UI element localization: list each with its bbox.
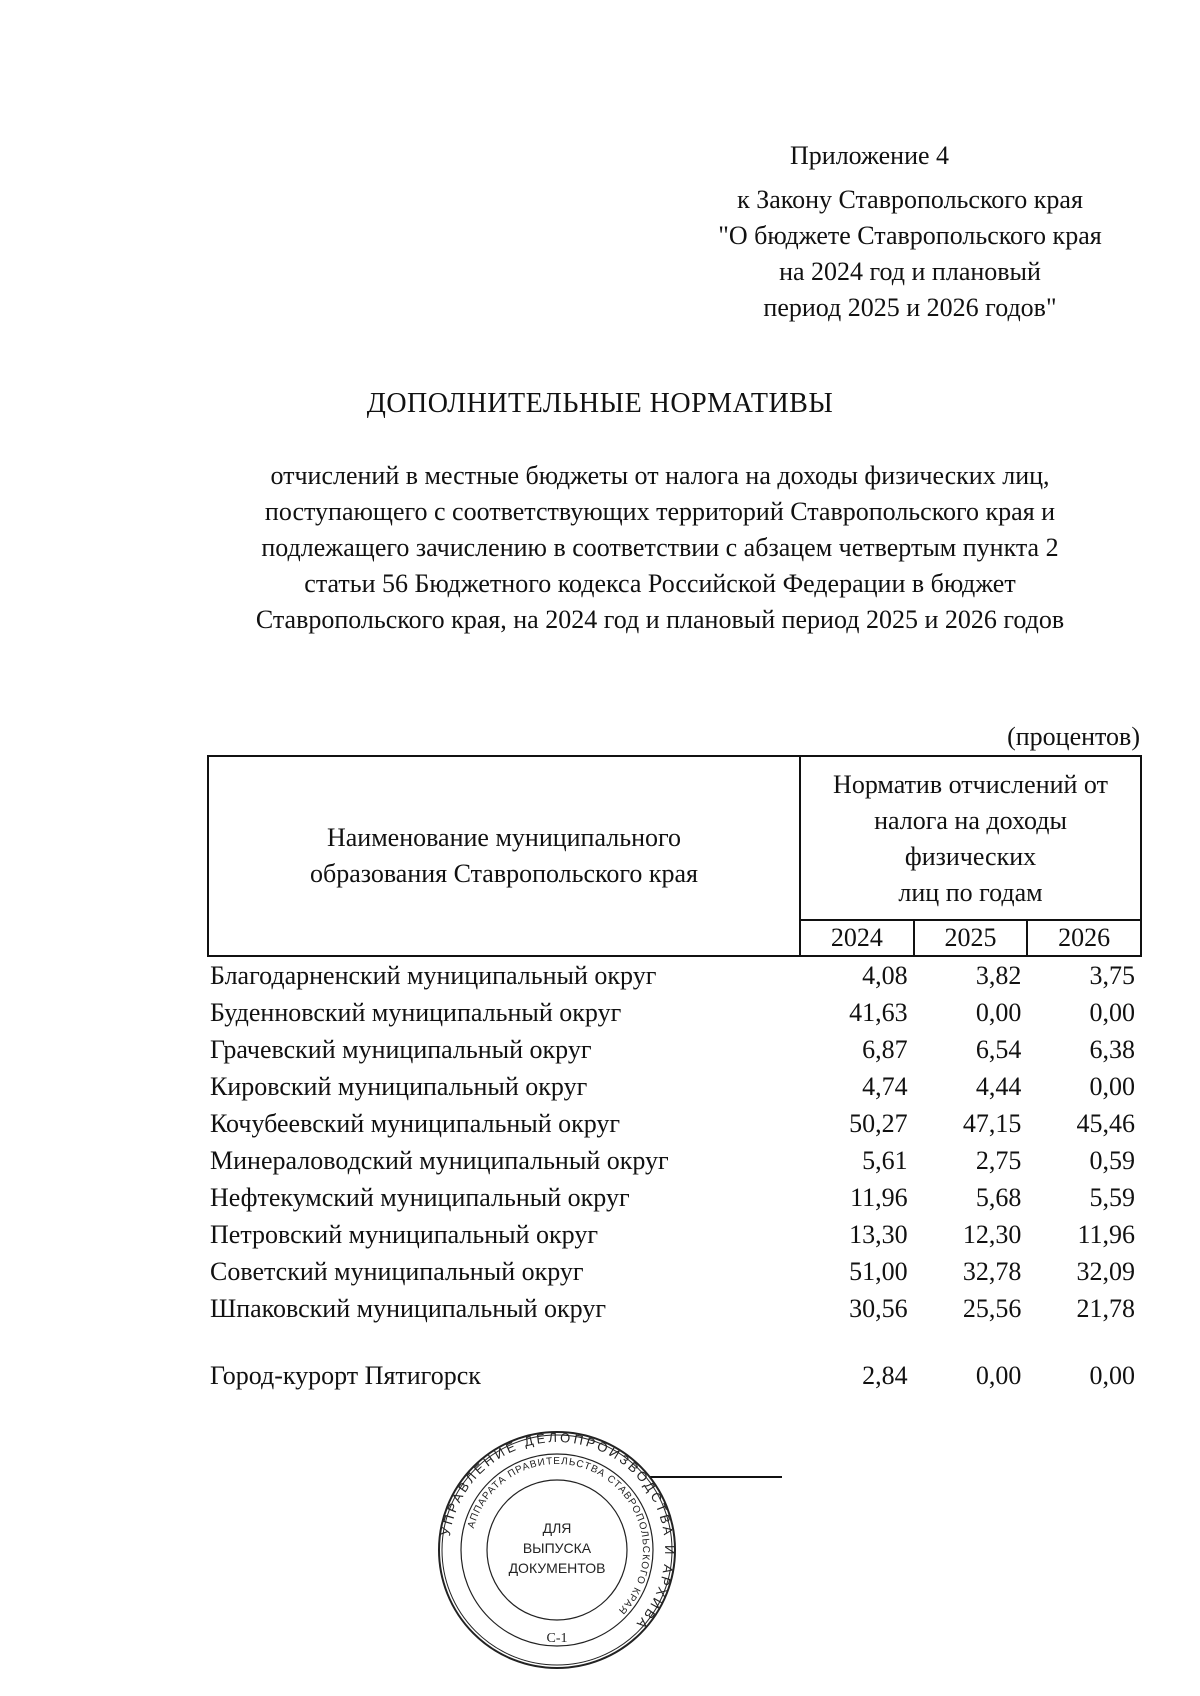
stamp-center-line: ДОКУМЕНТОВ <box>508 1560 606 1576</box>
document-title: ДОПОЛНИТЕЛЬНЫЕ НОРМАТИВЫ <box>366 388 834 419</box>
stamp-code: С-1 <box>546 1631 568 1646</box>
table-row <box>208 1179 1141 1216</box>
norm-value-2026: 5,59 <box>1089 1183 1135 1212</box>
norm-value-2024: 51,00 <box>849 1257 908 1286</box>
municipality-name: Петровский муниципальный округ <box>210 1220 598 1249</box>
header-norm-line: лиц по годам <box>898 878 1043 907</box>
norm-value-2026: 32,09 <box>1076 1257 1135 1286</box>
norm-value-2024: 5,61 <box>862 1146 908 1175</box>
norm-value-2026: 0,59 <box>1089 1146 1135 1175</box>
norm-value-2024: 2,84 <box>862 1361 908 1390</box>
row-spacer <box>208 1327 1141 1357</box>
header-municipality-line: Наименование муниципального <box>326 823 682 852</box>
norm-value-2024: 50,27 <box>849 1109 908 1138</box>
norm-value-2025: 12,30 <box>962 1220 1022 1249</box>
norm-value-2026: 0,00 <box>1089 1072 1135 1101</box>
subtitle-line: отчислений в местные бюджеты от налога на доходы физических лиц, <box>270 461 1050 490</box>
norm-value-2026: 21,78 <box>1076 1294 1135 1323</box>
norm-value-2024: 13,30 <box>849 1220 908 1249</box>
norm-value-2026: 45,46 <box>1076 1109 1135 1138</box>
subtitle-line: подлежащего зачислению в соответствии с абзацем четвертым пункта 2 <box>261 533 1059 562</box>
law-reference-line: к Закону Ставропольского края <box>737 185 1083 214</box>
norm-value-2025: 6,54 <box>975 1035 1022 1064</box>
municipality-name: Кировский муниципальный округ <box>210 1072 588 1101</box>
table-row <box>208 1142 1141 1179</box>
norm-value-2025: 32,78 <box>962 1257 1022 1286</box>
table-row <box>208 1253 1141 1290</box>
table-row <box>208 1031 1141 1068</box>
norm-value-2025: 2,75 <box>975 1146 1022 1175</box>
law-reference-line: "О бюджете Ставропольского края <box>718 221 1102 250</box>
norm-value-2025: 47,15 <box>962 1109 1022 1138</box>
norm-value-2024: 4,08 <box>862 961 908 990</box>
municipality-name: Кочубеевский муниципальный округ <box>210 1109 621 1138</box>
norm-value-2025: 4,44 <box>975 1072 1022 1101</box>
norm-value-2024: 4,74 <box>862 1072 908 1101</box>
norm-value-2025: 0,00 <box>975 1361 1022 1390</box>
stamp-inner-text: АППАРАТА ПРАВИТЕЛЬСТВА СТАВРОПОЛЬСКОГО КРАЯ <box>465 1455 652 1617</box>
norm-value-2024: 30,56 <box>849 1294 908 1323</box>
norm-value-2026: 3,75 <box>1089 961 1135 990</box>
norm-value-2026: 0,00 <box>1089 1361 1135 1390</box>
municipality-name: Шпаковский муниципальный округ <box>210 1294 606 1323</box>
header-municipality <box>208 756 800 956</box>
document-subtitle <box>200 458 1120 638</box>
stamp-outer-text: УПРАВЛЕНИЕ ДЕЛОПРОИЗВОДСТВА И АРХИВА <box>437 1430 677 1634</box>
header-norm-line: налога на доходы физических <box>874 806 1067 871</box>
norms-table <box>207 755 1142 1394</box>
header-municipality-line: образования Ставропольского края <box>309 859 699 888</box>
norm-value-2025: 5,68 <box>975 1183 1022 1212</box>
table-row <box>208 994 1141 1031</box>
table-row <box>208 956 1141 994</box>
norm-value-2026: 11,96 <box>1077 1220 1135 1249</box>
municipality-name: Благодарненский муниципальный округ <box>210 961 657 990</box>
table-row <box>208 1105 1141 1142</box>
header-norm <box>800 756 1141 920</box>
law-reference-line: на 2024 год и плановый <box>779 257 1041 286</box>
header-norm-line: Норматив отчислений от <box>833 770 1108 799</box>
municipality-name: Минераловодский муниципальный округ <box>210 1146 669 1175</box>
subtitle-line: Ставропольского края, на 2024 год и плановый период 2025 и 2026 годов <box>255 605 1065 634</box>
stamp-center-line: ДЛЯ <box>542 1520 572 1536</box>
subtitle-line: поступающего с соответствующих территорий Ставропольского края и <box>264 497 1056 526</box>
municipality-name: Буденновский муниципальный округ <box>210 998 622 1027</box>
table-row <box>208 1068 1141 1105</box>
stamp-center-line: ВЫПУСКА <box>522 1540 592 1556</box>
norm-value-2024: 41,63 <box>849 998 908 1027</box>
table-row <box>208 1216 1141 1253</box>
municipality-name: Грачевский муниципальный округ <box>210 1035 592 1064</box>
table-row <box>208 1357 1141 1394</box>
header-year-2025: 2025 <box>914 920 1028 956</box>
subtitle-line: статьи 56 Бюджетного кодекса Российской Федерации в бюджет <box>304 569 1016 598</box>
unit-label: (процентов) <box>1007 722 1140 751</box>
header-year-2024: 2024 <box>800 920 914 956</box>
municipality-name: Нефтекумский муниципальный округ <box>210 1183 630 1212</box>
norm-value-2026: 6,38 <box>1089 1035 1135 1064</box>
norm-value-2025: 25,56 <box>962 1294 1022 1323</box>
norm-value-2026: 0,00 <box>1089 998 1135 1027</box>
municipality-name: Советский муниципальный округ <box>210 1257 584 1286</box>
header-year-2026: 2026 <box>1027 920 1141 956</box>
norm-value-2024: 6,87 <box>862 1035 908 1064</box>
office-stamp <box>437 1430 677 1670</box>
municipality-name: Город-курорт Пятигорск <box>210 1361 481 1390</box>
law-reference <box>680 182 1140 326</box>
table-row <box>208 1290 1141 1327</box>
norm-value-2025: 3,82 <box>975 961 1022 990</box>
norm-value-2024: 11,96 <box>850 1183 908 1212</box>
norm-value-2025: 0,00 <box>975 998 1022 1027</box>
appendix-number: Приложение 4 <box>790 141 950 170</box>
law-reference-line: период 2025 и 2026 годов" <box>763 293 1057 322</box>
